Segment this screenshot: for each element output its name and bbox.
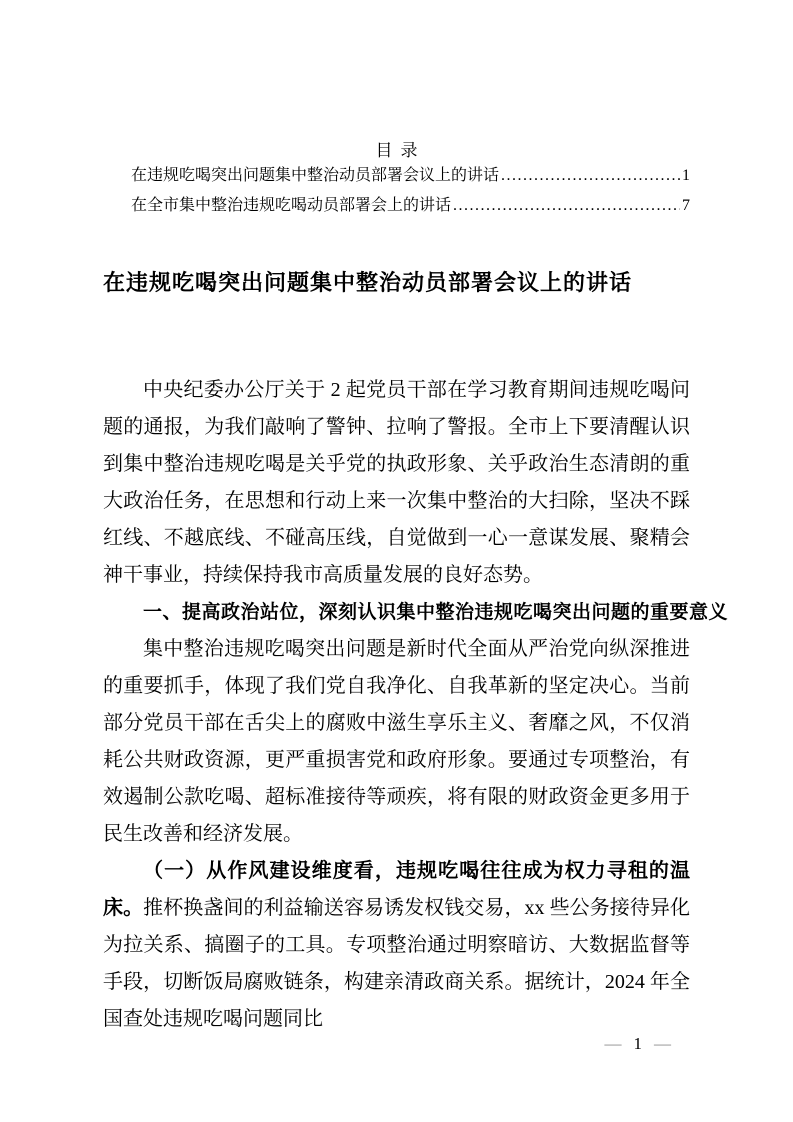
section-heading-1: 一、提高政治站位，深刻认识集中整治违规吃喝突出问题的重要意义	[143, 602, 729, 623]
page-number-dash-right: —	[654, 1034, 671, 1053]
toc-entry-label: 在违规吃喝突出问题集中整治动员部署会议上的讲话	[131, 167, 500, 184]
paragraph-3-lead: （一）从作风建设维度看，违规吃喝往往成为权力寻租的温床。	[103, 860, 690, 919]
toc-entry-page-number: 1	[682, 167, 690, 184]
page-number	[605, 1035, 672, 1052]
toc-entry-1[interactable]	[103, 161, 690, 191]
toc-dot-leader	[501, 161, 680, 191]
toc-title: 目录	[375, 141, 426, 160]
document-body	[103, 372, 729, 1038]
paragraph-3-body: 推杯换盏间的利益输送容易诱发权钱交易，xx 些公务接待异化为拉关系、搞圈子的工具。专项整治通过明察暗访、大数据监督等手段，切断饭局腐败链条，构建亲清政商关系。据统计，2024 年全国查处违规吃喝问题同比	[103, 897, 691, 1030]
document-title: 在违规吃喝突出问题集中整治动员部署会议上的讲话	[103, 270, 633, 295]
paragraph-3	[103, 853, 690, 1038]
page-number-value: 1	[633, 1034, 642, 1053]
toc-entry-2[interactable]	[103, 191, 690, 221]
toc-dot-leader	[453, 191, 680, 221]
page-content	[103, 0, 729, 1038]
paragraph-2: 集中整治违规吃喝突出问题是新时代全面从严治党向纵深推进的重要抓手，体现了我们党自我净化、自我革新的坚定决心。当前部分党员干部在舌尖上的腐败中滋生享乐主义、奢靡之风，不仅消耗公共财政资源，更严重损害党和政府形象。要通过专项整治，有效遏制公款吃喝、超标准接待等顽疾，将有限的财政资金更多用于民生改善和经济发展。	[103, 638, 690, 845]
page-number-dash-left: —	[604, 1034, 622, 1053]
toc-entry-label: 在全市集中整治违规吃喝动员部署会上的讲话	[131, 197, 452, 214]
toc-entry-page-number: 7	[682, 197, 690, 214]
paragraph-1: 中央纪委办公厅关于 2 起党员干部在学习教育期间违规吃喝问题的通报，为我们敲响了警钟、拉响了警报。全市上下要清醒认识到集中整治违规吃喝是关乎党的执政形象、关乎政治生态清朗的重大政治任务，在思想和行动上来一次集中整治的大扫除，坚决不踩红线、不越底线、不碰高压线，自觉做到一心一意谋发展、聚精会神干事业，持续保持我市高质量发展的良好态势。	[103, 379, 690, 586]
table-of-contents	[103, 0, 690, 221]
